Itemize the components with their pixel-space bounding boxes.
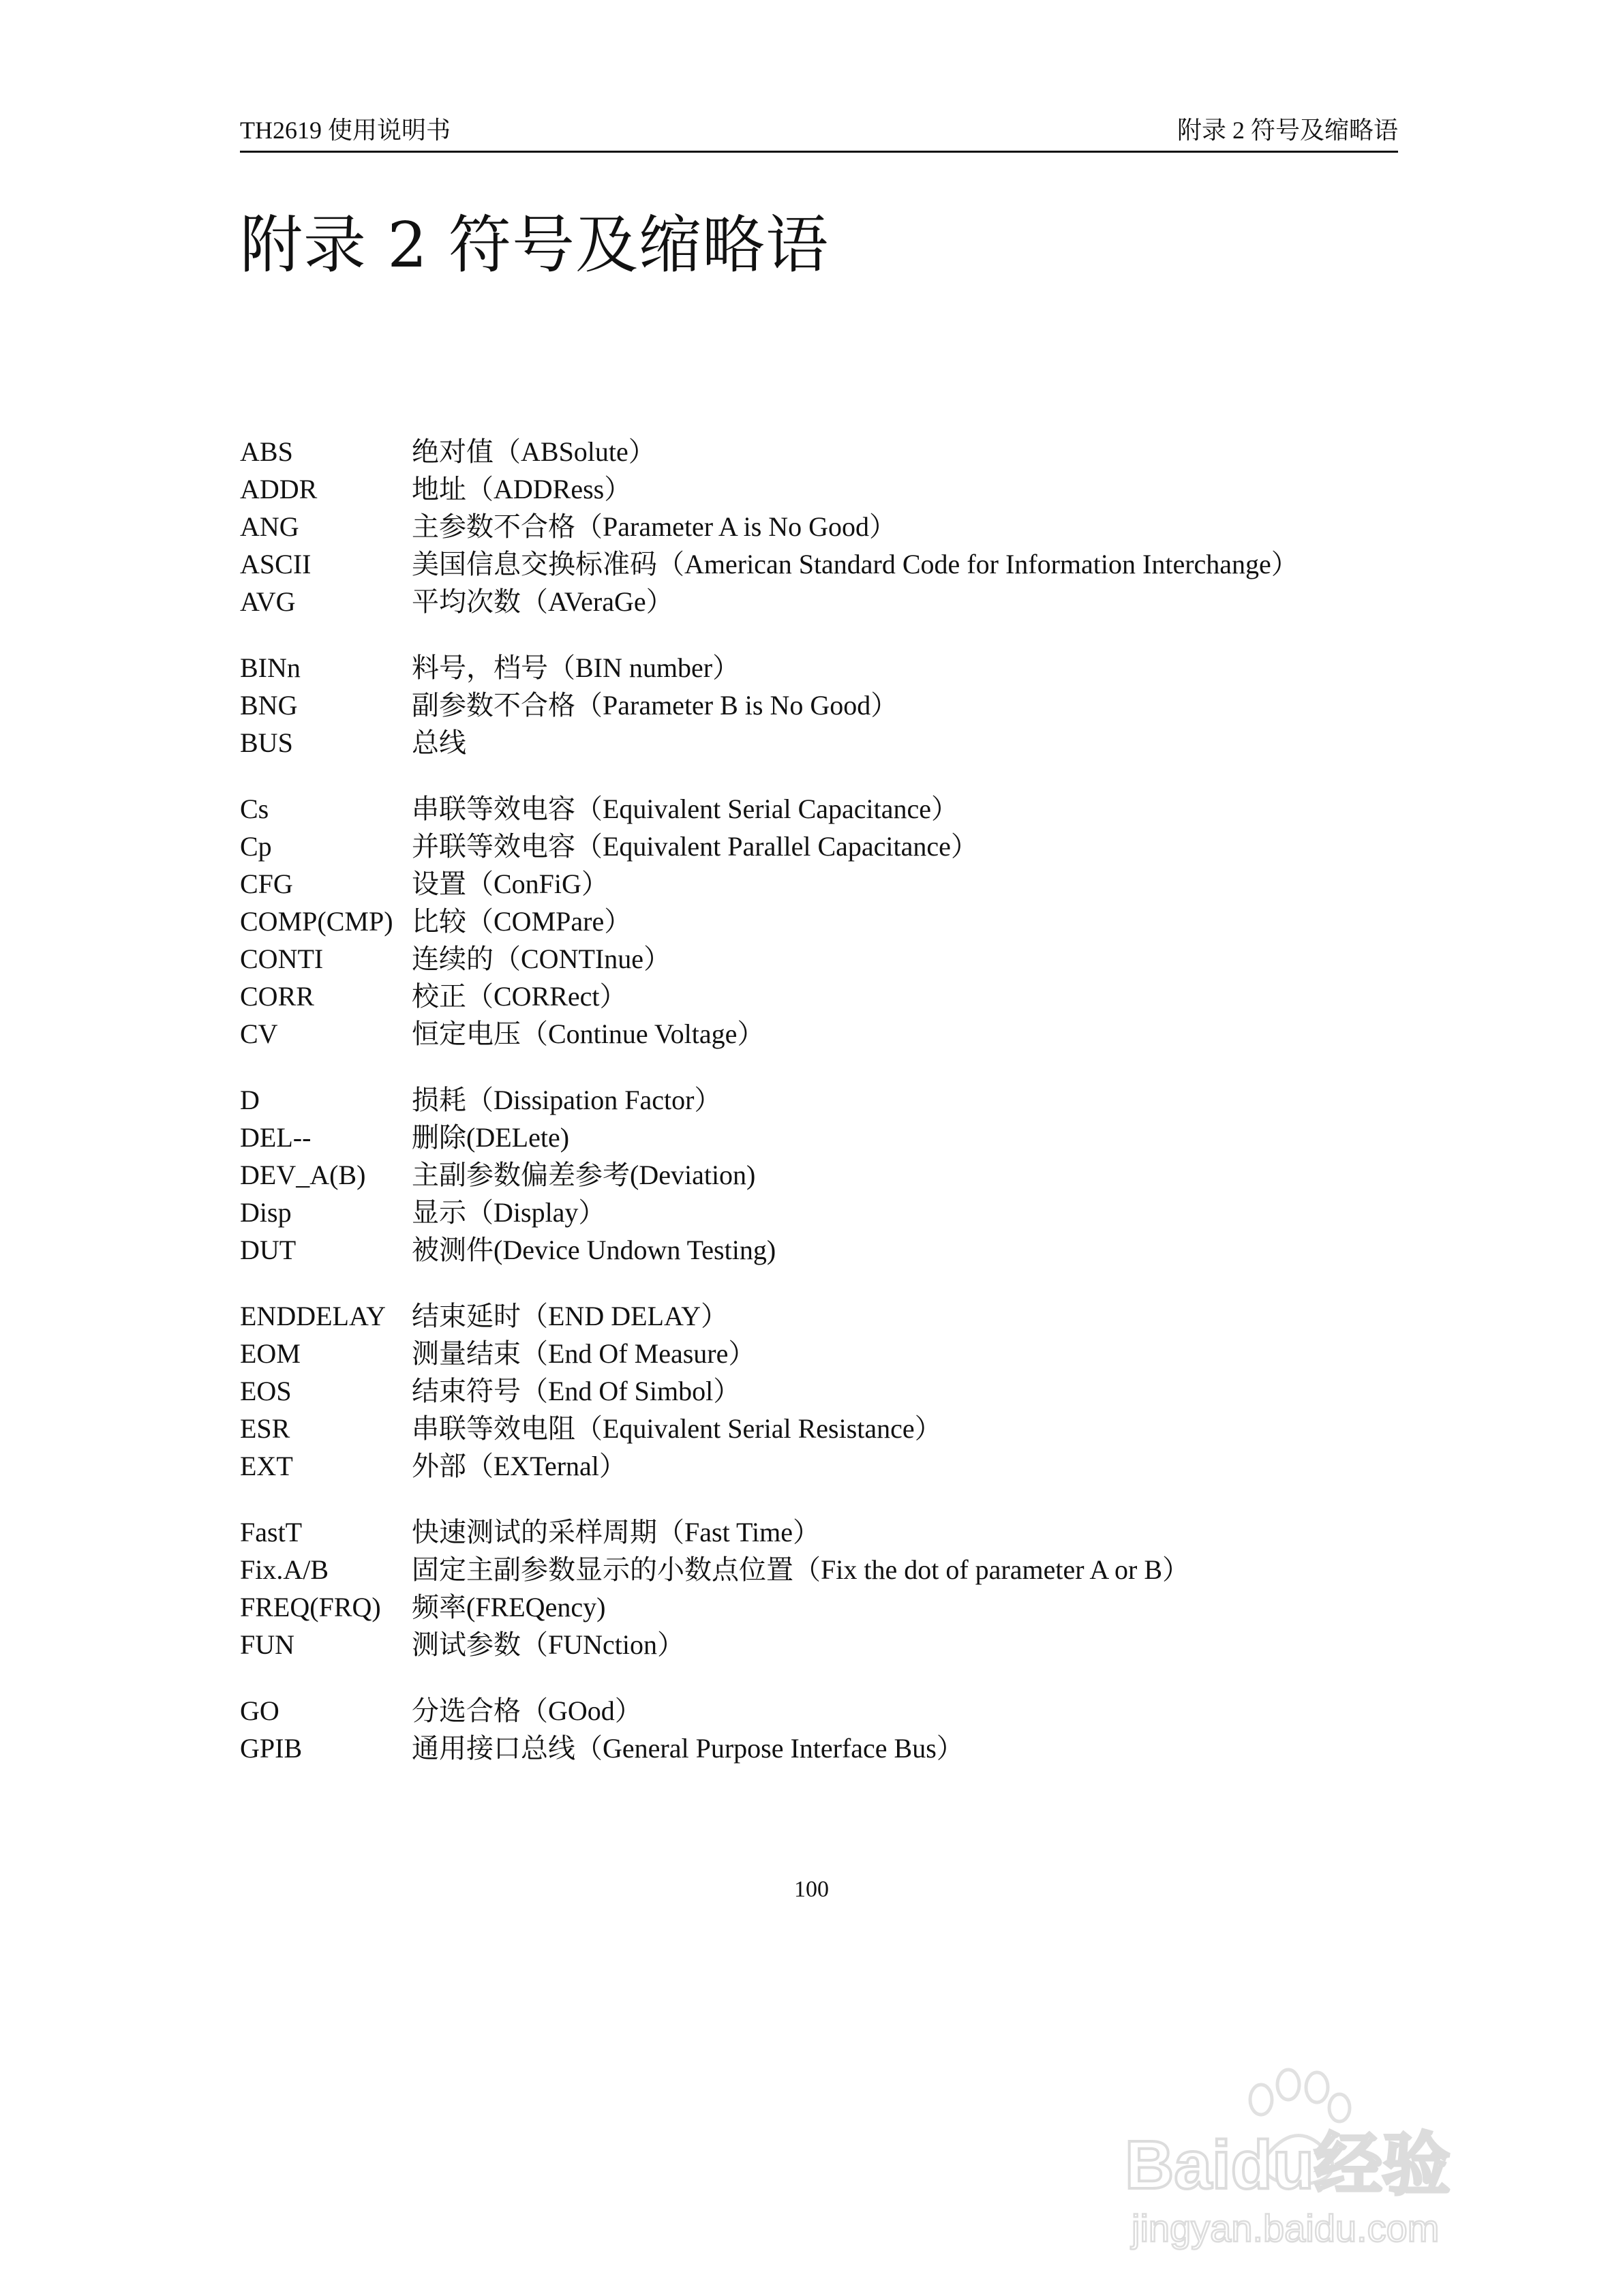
glossary-definition: 并联等效电容（Equivalent Parallel Capacitance）	[412, 831, 978, 862]
glossary-term: Fix.A/B	[240, 1554, 329, 1585]
baidu-jingyan-watermark	[1118, 2052, 1554, 2256]
glossary-entry	[240, 1447, 1412, 1485]
glossary-term: GO	[240, 1695, 279, 1726]
header-left: TH2619 使用说明书	[240, 117, 451, 144]
glossary-term: ENDDELAY	[240, 1301, 386, 1331]
glossary-definition: 总线	[412, 727, 466, 758]
glossary-term: CONTI	[240, 943, 324, 974]
glossary-entry	[240, 724, 1412, 761]
glossary-list	[240, 433, 1412, 1767]
glossary-term: ADDR	[240, 474, 318, 504]
glossary-term: EOM	[240, 1338, 301, 1369]
glossary-definition: 校正（CORRect）	[412, 981, 627, 1012]
glossary-term: ANG	[240, 511, 299, 542]
glossary-term: EOS	[240, 1376, 292, 1406]
glossary-term: BINn	[240, 652, 301, 683]
glossary-term: CORR	[240, 981, 314, 1012]
glossary-term: Disp	[240, 1197, 292, 1228]
glossary-term: CFG	[240, 868, 293, 899]
glossary-entry	[240, 1119, 1412, 1156]
glossary-entry	[240, 790, 1412, 828]
glossary-entry	[240, 1729, 1412, 1767]
glossary-entry	[240, 1081, 1412, 1119]
watermark-url: jingyan.baidu.com	[1132, 2207, 1440, 2250]
watermark-brand: Baidu经验	[1125, 2127, 1451, 2203]
glossary-group	[240, 1297, 1412, 1485]
glossary-group	[240, 790, 1412, 1053]
glossary-definition: 副参数不合格（Parameter B is No Good）	[412, 690, 898, 721]
glossary-definition: 结束延时（END DELAY）	[412, 1301, 729, 1331]
glossary-term: DUT	[240, 1235, 297, 1265]
glossary-term: AVG	[240, 586, 296, 617]
glossary-term: Cs	[240, 794, 269, 824]
glossary-entry	[240, 1015, 1412, 1053]
glossary-term: ESR	[240, 1413, 290, 1444]
glossary-definition: 主副参数偏差参考(Deviation)	[412, 1160, 756, 1190]
glossary-definition: 设置（ConFiG）	[412, 868, 609, 899]
glossary-definition: 损耗（Dissipation Factor）	[412, 1085, 722, 1115]
glossary-definition: 测试参数（FUNction）	[412, 1629, 684, 1660]
header-right: 附录 2 符号及缩略语	[1177, 117, 1398, 144]
glossary-entry	[240, 1588, 1412, 1626]
glossary-entry	[240, 1692, 1412, 1729]
glossary-entry	[240, 545, 1412, 583]
glossary-group	[240, 649, 1412, 761]
glossary-definition: 结束符号（End Of Simbol）	[412, 1376, 741, 1406]
glossary-entry	[240, 1297, 1412, 1335]
glossary-entry	[240, 903, 1412, 940]
glossary-entry	[240, 1410, 1412, 1447]
glossary-term: D	[240, 1085, 260, 1115]
glossary-definition: 平均次数（AVeraGe）	[412, 586, 673, 617]
glossary-entry	[240, 686, 1412, 724]
glossary-definition: 测量结束（End Of Measure）	[412, 1338, 756, 1369]
glossary-term: Cp	[240, 831, 272, 862]
glossary-definition: 串联等效电阻（Equivalent Serial Resistance）	[412, 1413, 942, 1444]
glossary-definition: 被测件(Device Undown Testing)	[412, 1235, 776, 1265]
glossary-definition: 地址（ADDRess）	[412, 474, 632, 504]
glossary-definition: 删除(DELete)	[412, 1122, 570, 1153]
glossary-term: DEL--	[240, 1122, 312, 1153]
glossary-entry	[240, 1372, 1412, 1410]
glossary-definition: 快速测试的采样周期（Fast Time）	[412, 1517, 820, 1547]
glossary-term: GPIB	[240, 1733, 303, 1764]
glossary-entry	[240, 508, 1412, 545]
glossary-entry	[240, 1551, 1412, 1588]
glossary-entry	[240, 1335, 1412, 1372]
glossary-entry	[240, 1513, 1412, 1551]
glossary-entry	[240, 1194, 1412, 1231]
glossary-term: FastT	[240, 1517, 303, 1547]
glossary-term: ABS	[240, 436, 293, 467]
glossary-term: FUN	[240, 1629, 295, 1660]
glossary-entry	[240, 470, 1412, 508]
glossary-group	[240, 1081, 1412, 1269]
header-rule	[240, 151, 1398, 153]
glossary-entry	[240, 1156, 1412, 1194]
glossary-definition: 比较（COMPare）	[412, 906, 632, 937]
glossary-definition: 恒定电压（Continue Voltage）	[412, 1018, 765, 1049]
glossary-term: COMP(CMP)	[240, 906, 393, 937]
glossary-definition: 外部（EXTernal）	[412, 1451, 626, 1481]
page-title: 附录 2 符号及缩略语	[240, 209, 830, 282]
glossary-definition: 美国信息交换标准码（American Standard Code for Information Interchange）	[412, 549, 1299, 579]
glossary-definition: 主参数不合格（Parameter A is No Good）	[412, 511, 897, 542]
glossary-term: CV	[240, 1018, 278, 1049]
glossary-definition: 通用接口总线（General Purpose Interface Bus）	[412, 1733, 964, 1764]
glossary-definition: 显示（Display）	[412, 1197, 606, 1228]
glossary-term: FREQ(FRQ)	[240, 1592, 381, 1622]
glossary-definition: 绝对值（ABSolute）	[412, 436, 656, 467]
glossary-entry	[240, 649, 1412, 686]
glossary-definition: 料号，档号（BIN number）	[412, 652, 740, 683]
glossary-definition: 串联等效电容（Equivalent Serial Capacitance）	[412, 794, 959, 824]
glossary-entry	[240, 583, 1412, 620]
page-number: 100	[794, 1877, 829, 1902]
glossary-definition: 分选合格（GOod）	[412, 1695, 642, 1726]
glossary-entry	[240, 978, 1412, 1015]
glossary-entry	[240, 940, 1412, 978]
glossary-definition: 固定主副参数显示的小数点位置（Fix the dot of parameter A or B）	[412, 1554, 1190, 1585]
glossary-group	[240, 433, 1412, 620]
glossary-term: BNG	[240, 690, 298, 721]
glossary-entry	[240, 433, 1412, 470]
glossary-definition: 频率(FREQency)	[412, 1592, 606, 1622]
glossary-definition: 连续的（CONTInue）	[412, 943, 671, 974]
glossary-term: BUS	[240, 727, 293, 758]
glossary-term: DEV_A(B)	[240, 1160, 366, 1190]
glossary-entry	[240, 828, 1412, 865]
glossary-entry	[240, 865, 1412, 903]
glossary-group	[240, 1513, 1412, 1663]
glossary-term: EXT	[240, 1451, 293, 1481]
glossary-term: ASCII	[240, 549, 312, 579]
glossary-entry	[240, 1231, 1412, 1269]
glossary-entry	[240, 1626, 1412, 1663]
glossary-group	[240, 1692, 1412, 1767]
